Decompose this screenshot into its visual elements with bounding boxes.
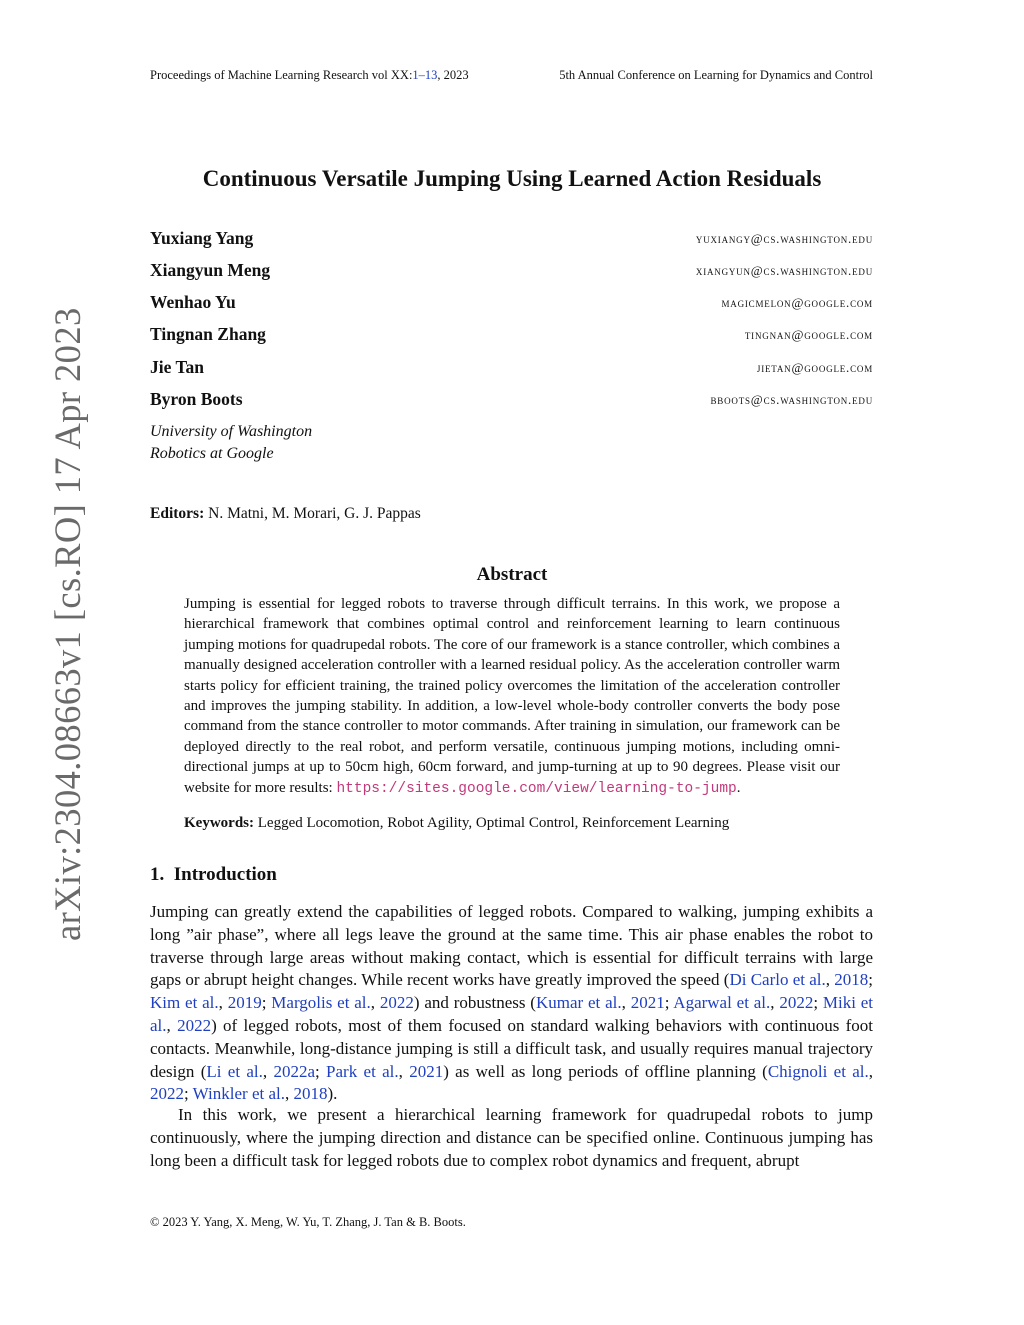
header-year: , 2023 [437, 68, 469, 82]
citation-link[interactable]: Li et al. [206, 1061, 263, 1081]
author-row [150, 292, 873, 316]
abstract-text: Jumping is essential for legged robots to traverse through difficult terrains. In this work, we propose a hierarchical framework that combines optimal control and reinforcement learning to learn continuous jumping motions for quadrupedal robots. The core of our framework is a stance controller, which combines a manually designed acceleration controller with a learned residual policy. As the acceleration controller warm starts policy for efficient training, the trained policy overcomes the limitation of the acceleration controller and improves the jumping stability. In addition, a low-level whole-body controller converts the body pose command from the stance controller to motor commands. After training in simulation, our framework can be deployed directly to the real robot, and perform versatile, continuous jumping motions, including omni-directional jumps at up to 50cm high, 60cm forward, and jump-turning at up to 90 degrees. Please visit our website for more results: [184, 596, 840, 796]
citation-link[interactable]: Park et al. [326, 1061, 399, 1081]
keywords-text: Legged Locomotion, Robot Agility, Optimal Control, Reinforcement Learning [257, 815, 730, 831]
author-name: Yuxiang Yang [150, 228, 254, 248]
citation-link[interactable]: 2022 [379, 993, 414, 1013]
author-name: Byron Boots [150, 389, 243, 409]
abstract-body [184, 594, 840, 799]
affiliation: Robotics at Google [150, 445, 274, 462]
author-email: tingnan@google.com [744, 327, 873, 342]
citation-link[interactable]: 2018 [834, 970, 869, 990]
author-name: Tingnan Zhang [150, 324, 266, 344]
editors-names: N. Matni, M. Morari, G. J. Pappas [208, 505, 421, 522]
running-header-left [150, 68, 469, 83]
author-email: bboots@cs.washington.edu [710, 392, 873, 407]
section-heading [150, 864, 277, 886]
citation-link[interactable]: 2022 [177, 1015, 212, 1035]
citation-link[interactable]: 2021 [409, 1061, 444, 1081]
intro-paragraph-1: Jumping can greatly extend the capabilities of legged robots. Compared to walking, jumping exhibits a long ”air phase”, where all legs leave the ground at the same time. This air phase enables the robot to traverse through large areas without making contact, which is essential for difficult terrains with large gaps or abrupt height changes. While recent works have greatly improved the speed (Di Carlo et al., 2018; Kim et al., 2019; Margolis et al., 2022) and robustness (Kumar et al., 2021; Agarwal et al., 2022; Miki et al., 2022) of legged robots, most of them focused on standard walking behaviors with continuous foot contacts. Meanwhile, long-distance jumping is still a difficult task, and usually requires manual trajectory design (Li et al., 2022a; Park et al., 2021) as well as long periods of offline planning (Chignoli et al., 2022; Winkler et al., 2018). [150, 902, 874, 1104]
keywords-line [184, 815, 729, 832]
citation-link[interactable]: Kumar et al. [535, 993, 622, 1013]
arxiv-identifier: arXiv:2304.08663v1 [cs.RO] 17 Apr 2023 [47, 307, 88, 941]
author-row [150, 228, 873, 252]
author-row [150, 260, 873, 284]
citation-link[interactable]: Miki et al. [150, 993, 874, 1035]
section-number: 1. [150, 864, 165, 885]
citation-link[interactable]: Agarwal et al. [673, 993, 771, 1013]
paragraph-text: ). [327, 1084, 338, 1104]
author-email: yuxiangy@cs.washington.edu [695, 231, 873, 246]
paper-title: Continuous Versatile Jumping Using Learned Action Residuals [202, 166, 822, 191]
author-email: magicmelon@google.com [721, 295, 873, 310]
running-header-right: 5th Annual Conference on Learning for Dynamics and Control [559, 68, 873, 82]
citation-link[interactable]: Margolis et al. [271, 993, 371, 1013]
author-row [150, 324, 873, 348]
paragraph-text: Jumping can greatly extend the capabilities of legged robots. Compared to walking, jumping exhibits a long ”air phase”, where all legs leave the ground at the same time. This air phase enables the robot to traverse through large areas without making contact, which is essential for difficult terrains with large gaps or abrupt height changes. While recent works have greatly improved the speed ( [150, 902, 873, 990]
header-venue: Proceedings of Machine Learning Research vol XX: [150, 68, 413, 82]
editors-line [150, 505, 421, 523]
keywords-label: Keywords: [184, 815, 254, 831]
author-email: jietan@google.com [756, 360, 873, 375]
editors-label: Editors: [150, 505, 205, 522]
citation-link[interactable]: Kim et al. [150, 993, 219, 1013]
author-row [150, 357, 873, 381]
citation-link[interactable]: 2022a [273, 1061, 315, 1081]
paragraph-text: ) of legged robots, most of them focused on standard walking behaviors with continuous foot contacts. Meanwhile, long-distance jumping is still a difficult task, and usually requires manual trajectory design ( [150, 1015, 874, 1081]
citation-link[interactable]: 2022 [150, 1084, 184, 1104]
intro-paragraph-2: In this work, we present a hierarchical learning framework for quadrupedal robots to jump continuously, where the jumping direction and distance can be specified online. Continuous jumping has long been a difficult task for legged robots due to complex robot dynamics and frequent, abrupt [150, 1105, 873, 1170]
author-name: Wenhao Yu [150, 292, 236, 312]
copyright-footer: © 2023 Y. Yang, X. Meng, W. Yu, T. Zhang, J. Tan & B. Boots. [150, 1215, 466, 1229]
citation-link[interactable]: Chignoli et al. [767, 1061, 869, 1081]
abstract-heading: Abstract [476, 564, 548, 585]
citation-link[interactable]: 2022 [779, 993, 814, 1013]
author-name: Xiangyun Meng [150, 260, 271, 280]
author-email: xiangyun@cs.washington.edu [695, 263, 873, 278]
paragraph-text: ) as well as long periods of offline planning ( [443, 1061, 768, 1081]
abstract-end: . [736, 779, 741, 796]
citation-link[interactable]: 2019 [227, 993, 262, 1013]
project-website-link[interactable]: https://sites.google.com/view/learning-to-jump [336, 780, 737, 797]
citation-link[interactable]: Winkler et al. [192, 1084, 285, 1104]
author-name: Jie Tan [150, 357, 204, 377]
section-title: Introduction [173, 864, 277, 885]
paragraph-text: ) and robustness ( [413, 993, 536, 1013]
citation-link[interactable]: 2018 [293, 1084, 328, 1104]
affiliation: University of Washington [150, 423, 313, 440]
citation-link[interactable]: Di Carlo et al. [729, 970, 826, 990]
author-row [150, 389, 873, 413]
citation-link[interactable]: 2021 [630, 993, 665, 1013]
header-pages-link[interactable]: 1–13 [412, 68, 438, 82]
